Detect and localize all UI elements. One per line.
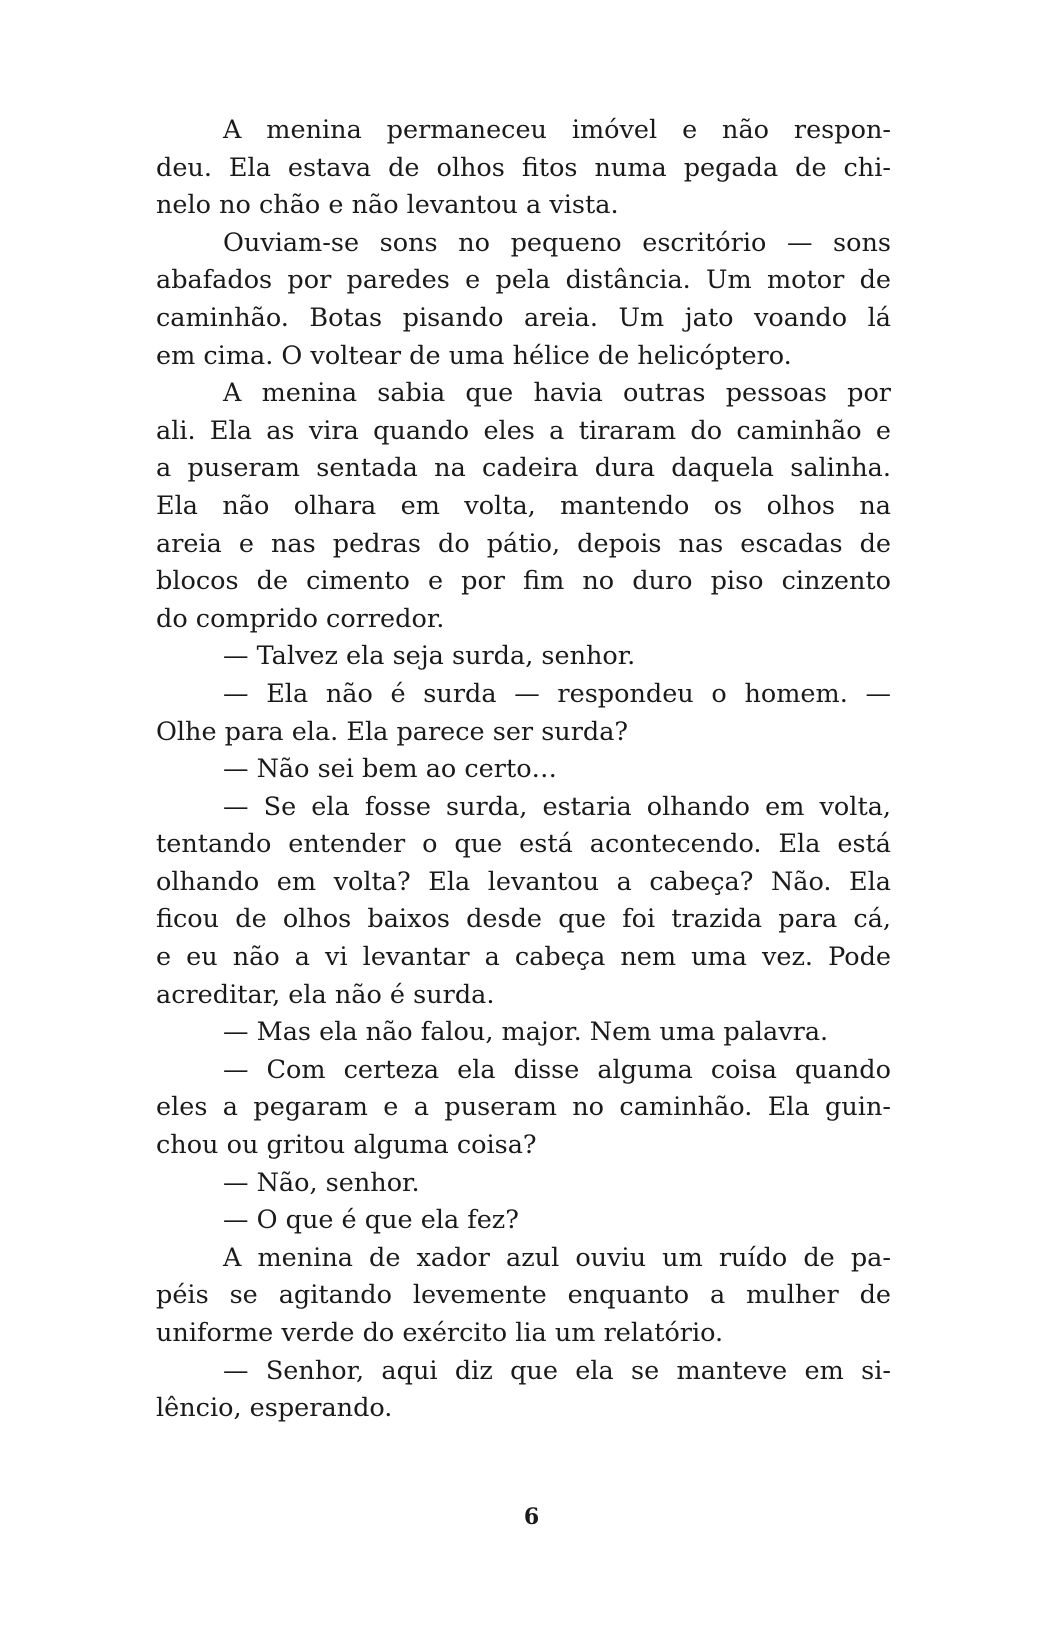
text-line: e eu não a vi levantar a cabeça nem uma vez. Pode (156, 942, 891, 973)
text-line: — Se ela fosse surda, estaria olhando em volta, (223, 791, 891, 822)
text-line: deu. Ela estava de olhos fitos numa pegada de chi- (156, 152, 891, 183)
text-line: — Senhor, aqui diz que ela se manteve em si- (223, 1355, 891, 1386)
text-line: ficou de olhos baixos desde que foi trazida para cá, (156, 904, 891, 935)
text-line: a puseram sentada na cadeira dura daquela salinha. (156, 453, 891, 484)
text-line: abafados por paredes e pela distância. Um motor de (156, 265, 891, 296)
text-line: tentando entender o que está acontecendo. Ela está (156, 829, 891, 860)
text-line: do comprido corredor. (156, 603, 445, 634)
text-line: A menina permaneceu imóvel e não respon- (223, 115, 891, 145)
text-line: chou ou gritou alguma coisa? (156, 1130, 537, 1161)
text-line: acreditar, ela não é surda. (156, 979, 495, 1010)
text-line: péis se agitando levemente enquanto a mulher de (156, 1280, 891, 1311)
text-line: lêncio, esperando. (156, 1393, 393, 1424)
text-line: uniforme verde do exército lia um relatório. (156, 1318, 724, 1348)
text-line: A menina sabia que havia outras pessoas por (223, 378, 891, 409)
text-line: — Ela não é surda — respondeu o homem. — (223, 678, 891, 709)
text-line: eles a pegaram e a puseram no caminhão. Ela guin- (156, 1092, 891, 1123)
text-line: ali. Ela as vira quando eles a tiraram do caminhão e (156, 415, 891, 446)
text-line: Ouviam-se sons no pequeno escritório — sons (223, 227, 891, 258)
text-line: — O que é que ela fez? (223, 1205, 519, 1236)
text-line: Olhe para ela. Ela parece ser surda? (156, 716, 629, 747)
text-line: — Talvez ela seja surda, senhor. (223, 641, 636, 672)
text-line: — Mas ela não falou, major. Nem uma palavra. (223, 1017, 829, 1048)
text-line: — Não, senhor. (223, 1167, 420, 1198)
text-line: caminhão. Botas pisando areia. Um jato voando lá (156, 302, 891, 333)
body-text (156, 112, 891, 1428)
text-line: nelo no chão e não levantou a vista. (156, 190, 619, 221)
text-line: olhando em volta? Ela levantou a cabeça? Não. Ela (156, 866, 891, 897)
text-line: em cima. O voltear de uma hélice de helicóptero. (156, 340, 792, 371)
text-line: Ela não olhara em volta, mantendo os olhos na (156, 490, 891, 521)
text-line: — Não sei bem ao certo… (223, 754, 558, 785)
text-line: areia e nas pedras do pátio, depois nas escadas de (156, 528, 891, 559)
text-line: A menina de xador azul ouviu um ruído de pa- (223, 1242, 891, 1273)
text-line: blocos de cimento e por fim no duro piso cinzento (156, 566, 891, 597)
page-number: 6 (523, 1504, 540, 1530)
text-line: — Com certeza ela disse alguma coisa quando (223, 1054, 891, 1085)
